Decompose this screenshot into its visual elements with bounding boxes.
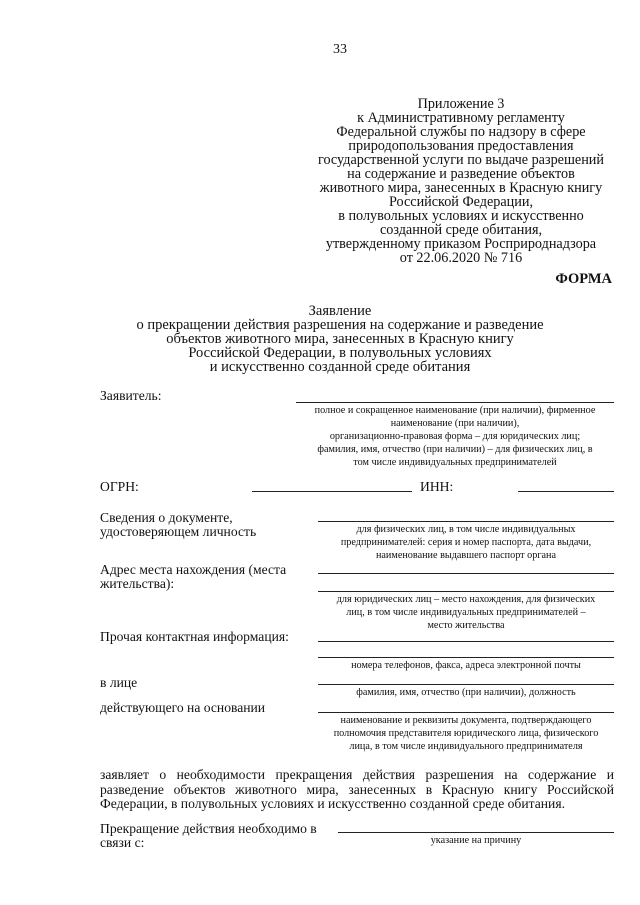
contacts-field-line-1[interactable] xyxy=(318,641,614,642)
identity-doc-hint: для физических лиц, в том числе индивидуальных предпринимателей: серия и номер паспорта, дата выдачи, наименование выдавшего паспорт органа xyxy=(340,524,592,561)
contacts-field-line-2[interactable] xyxy=(318,657,614,658)
represented-by-label: в лице xyxy=(100,675,138,690)
title-line: о прекращении действия разрешения на содержание и разведение xyxy=(136,317,544,333)
ogrn-label: ОГРН: xyxy=(100,479,139,494)
appendix-line: Федеральной службы по надзору в сфере xyxy=(336,124,586,140)
appendix-line: Приложение 3 xyxy=(417,96,505,112)
statement-text: заявляет о необходимости прекращения действия разрешения на содержание и разведение объектов животного мира, занесенных в Красную книгу Российской Федерации, в полувольных условиях и искусственно созданной среде обитания. xyxy=(100,767,614,811)
title-line: Заявление xyxy=(308,303,372,319)
appendix-line: животного мира, занесенных в Красную книгу xyxy=(319,180,603,196)
address-hint: для юридических лиц – место нахождения, для физических лиц, в том числе индивидуальных предпринимателей – место жительства xyxy=(336,594,596,631)
appendix-header xyxy=(296,97,626,265)
appendix-line: от 22.06.2020 № 716 xyxy=(399,250,523,266)
appendix-line: утвержденному приказом Росприроднадзора xyxy=(325,236,597,252)
termination-reason-field[interactable] xyxy=(338,832,614,833)
appendix-line: природопользования предоставления xyxy=(348,138,574,154)
appendix-line: Российской Федерации, xyxy=(388,194,533,210)
acting-basis-label: действующего на основании xyxy=(100,700,266,715)
applicant-field[interactable] xyxy=(296,402,614,403)
acting-basis-hint: наименование и реквизиты документа, подтверждающего полномочия представителя юридического лица, физического лица, в том числе индивидуального предпринимателя xyxy=(333,715,599,752)
title-line: Российской Федерации, в полувольных условиях xyxy=(188,345,492,361)
address-label: Адрес места нахождения (места жительства): xyxy=(100,562,287,591)
document-title xyxy=(100,304,580,374)
appendix-line: на содержание и разведение объектов xyxy=(347,166,575,182)
form-label: ФОРМА xyxy=(555,271,612,287)
identity-doc-label: Сведения о документе, удостоверяющем личность xyxy=(100,510,257,539)
title-line: и искусственно созданной среде обитания xyxy=(209,359,471,375)
inn-label: ИНН: xyxy=(420,479,454,494)
title-line: объектов животного мира, занесенных в Красную книгу xyxy=(166,331,514,347)
contacts-hint: номера телефонов, факса, адреса электронной почты xyxy=(351,660,581,671)
appendix-line: созданной среде обитания, xyxy=(379,222,543,238)
applicant-hint: полное и сокращенное наименование (при наличии), фирменное наименование (при наличии), организационно-правовая форма – для юридических лиц; фамилия, имя, отчество (при наличии) – для физических лиц, в том числе индивидуальных предпринимателей xyxy=(314,405,596,468)
address-field-line-1[interactable] xyxy=(318,573,614,574)
appendix-line: государственной услуги по выдаче разрешений xyxy=(318,152,604,168)
identity-doc-field[interactable] xyxy=(318,521,614,522)
acting-basis-field[interactable] xyxy=(318,712,614,713)
appendix-line: к Административному регламенту xyxy=(357,110,565,126)
applicant-label: Заявитель: xyxy=(100,388,162,403)
termination-reason-label: Прекращение действия необходимо в связи с: xyxy=(100,821,317,850)
inn-field[interactable] xyxy=(518,491,614,492)
contacts-label: Прочая контактная информация: xyxy=(100,629,289,644)
termination-reason-hint: указание на причину xyxy=(430,835,522,846)
address-field-line-2[interactable] xyxy=(318,591,614,592)
represented-by-hint: фамилия, имя, отчество (при наличии), должность xyxy=(356,687,576,698)
appendix-line: в полувольных условиях и искусственно xyxy=(338,208,584,224)
ogrn-field[interactable] xyxy=(252,491,412,492)
represented-by-field[interactable] xyxy=(318,684,614,685)
page-number: 33 xyxy=(333,42,347,57)
